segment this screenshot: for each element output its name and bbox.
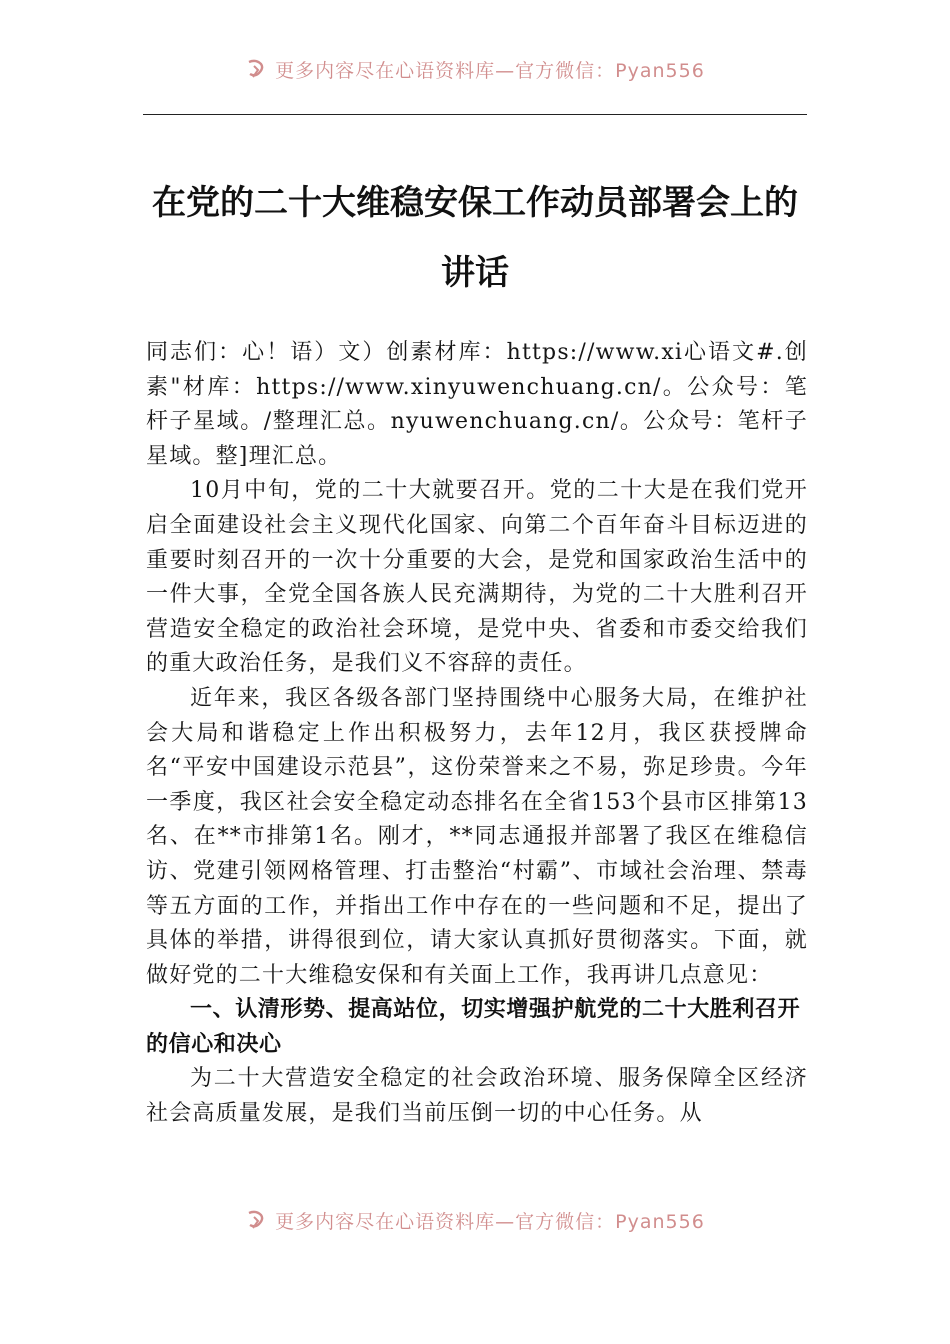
watermark-text: 更多内容尽在心语资料库—官方微信：Pyan556 (275, 59, 705, 82)
document-body (146, 336, 808, 1132)
paragraph-3: 为二十大营造安全稳定的社会政治环境、服务保障全区经济社会高质量发展，是我们当前压倒一切的中心任务。从 (146, 1066, 808, 1127)
watermark-logo-icon (245, 1209, 267, 1231)
watermark-text: 更多内容尽在心语资料库—官方微信：Pyan556 (275, 1210, 705, 1233)
paragraph-salutation: 同志们：心！语）文）创素材库：https://www.xi心语文#.创素"材库：https://www.xinyuwenchuang.cn/。公众号：笔杆子星域。/整理汇总。nyuwenchuang.cn/。公众号：笔杆子星域。整]理汇总。 (146, 340, 808, 469)
watermark-footer (0, 1205, 950, 1235)
paragraph-2: 近年来，我区各级各部门坚持围绕中心服务大局，在维护社会大局和谐稳定上作出积极努力，去年12月，我区获授牌命名“平安中国建设示范县”，这份荣誉来之不易，弥足珍贵。今年一季度，我区社会安全稳定动态排名在全省153个县市区排第13名、在**市排第1名。刚才，**同志通报并部署了我区在维稳信访、党建引领网格管理、打击整治“村霸”、市域社会治理、禁毒等五方面的工作，并指出工作中存在的一些问题和不足，提出了具体的举措，讲得很到位，请大家认真抓好贯彻落实。下面，就做好党的二十大维稳安保和有关面上工作，我再讲几点意见： (146, 685, 808, 988)
header-rule (143, 114, 807, 115)
section-heading-1: 一、认清形势、提高站位，切实增强护航党的二十大胜利召开的信心和决心 (146, 997, 801, 1057)
watermark-logo-icon (245, 58, 267, 80)
document-title: 在党的二十大维稳安保工作动员部署会上的讲话 (152, 183, 798, 293)
watermark-header (0, 54, 950, 84)
paragraph-1: 10月中旬，党的二十大就要召开。党的二十大是在我们党开启全面建设社会主义现代化国家、向第二个百年奋斗目标迈进的重要时刻召开的一次十分重要的大会，是党和国家政治生活中的一件大事，全党全国各族人民充满期待，为党的二十大胜利召开营造安全稳定的政治社会环境，是党中央、省委和市委交给我们的重大政治任务，是我们义不容辞的责任。 (146, 478, 808, 677)
